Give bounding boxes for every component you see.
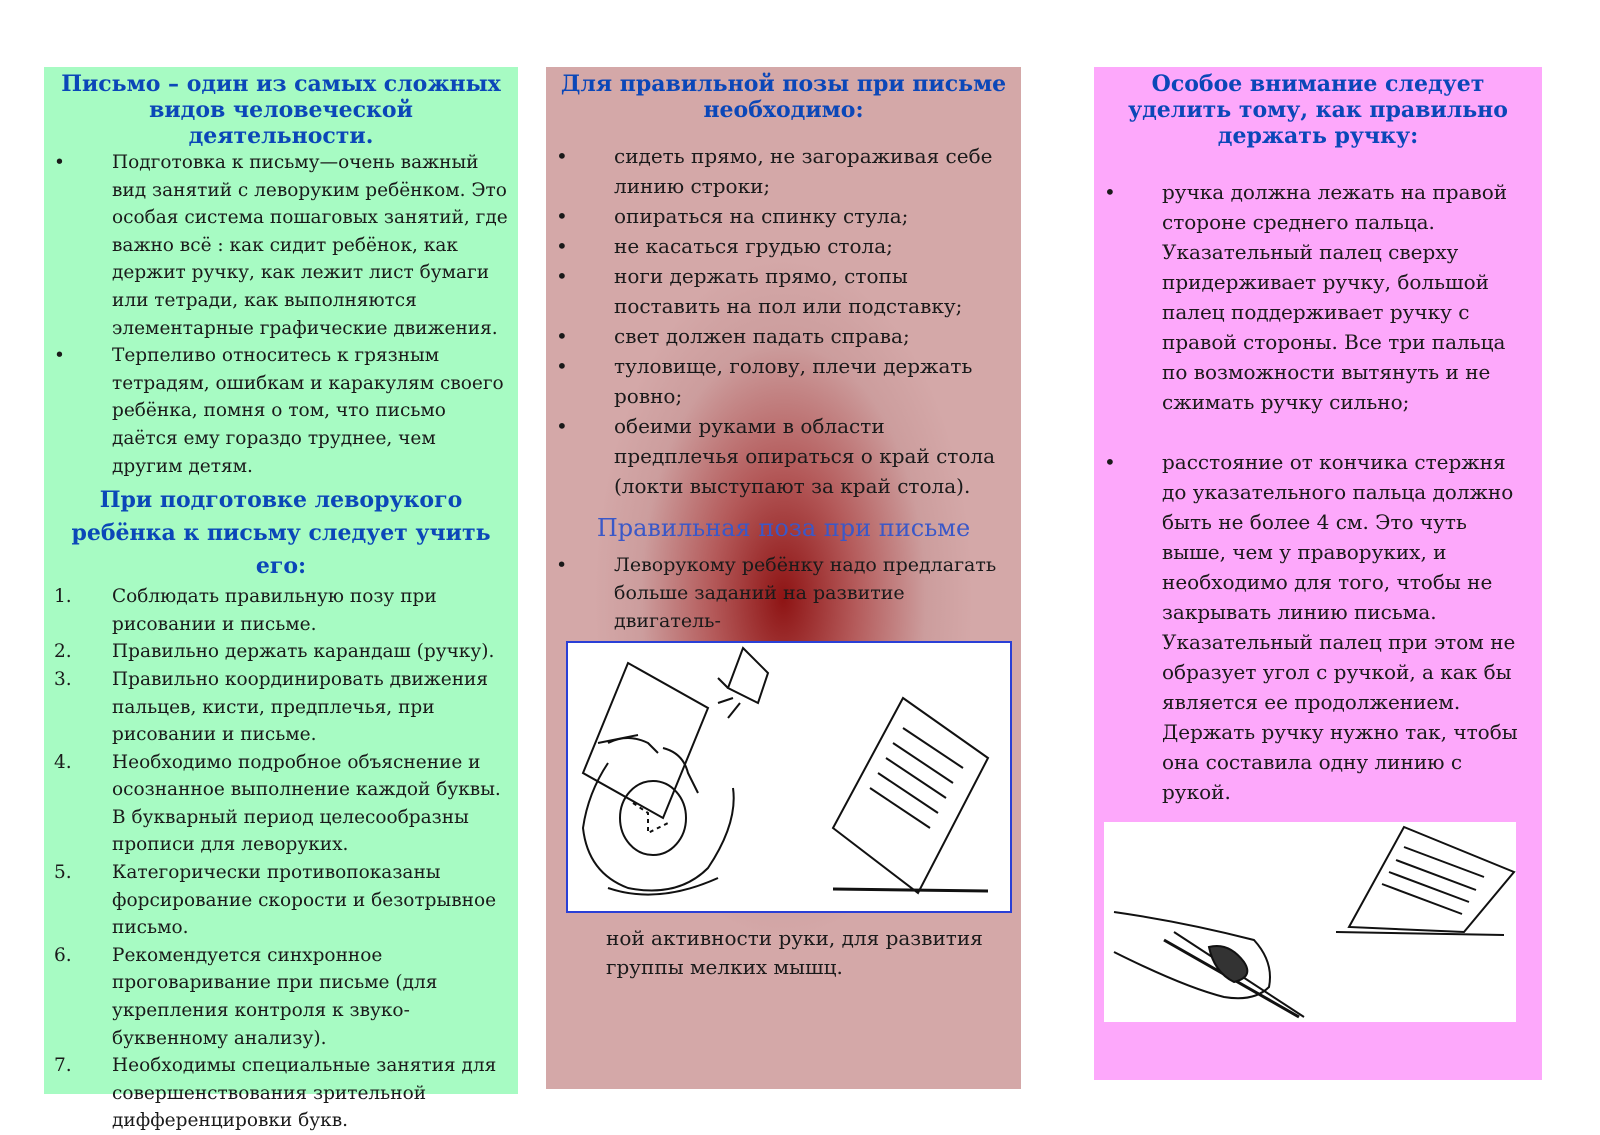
left-bullet-list: [52, 149, 510, 480]
middle-bullet-list: [554, 141, 1013, 501]
list-item: • ноги держать прямо, стопы поставить на пол или подставку;: [554, 261, 1013, 321]
bullet-icon: [556, 261, 568, 291]
bullet-icon: [1104, 177, 1116, 207]
list-item: • не касаться грудью стола;: [554, 231, 1013, 261]
left-subheading: При подготовке леворукого ребёнка к письму следует учить его:: [71, 487, 491, 580]
list-item: 2. Правильно держать карандаш (ручку).: [54, 641, 495, 663]
left-numbered-list: [52, 583, 510, 1135]
list-item: • Терпеливо относитесь к грязным тетрадям, ошибкам и каракулям своего ребёнка, помня о том, что письмо даётся ему гораздо труднее, чем другим детям.: [52, 342, 510, 480]
list-item: • обеими руками в области предплечья опираться о край стола (локти выступают за край стола).: [554, 411, 1013, 501]
bullet-icon: [556, 231, 568, 261]
pencil-grip-picture: [1104, 822, 1516, 1022]
bullet-icon: [1104, 447, 1116, 477]
middle-heading: Для правильной позы при письме необходимо:: [560, 71, 1007, 123]
middle-subheading: Правильная поза при письме: [596, 514, 971, 542]
list-item: • опираться на спинку стула;: [554, 201, 1013, 231]
list-item: • Леворукому ребёнку надо предлагать больше заданий на развитие двигатель-: [554, 551, 1013, 635]
list-item: 3. Правильно координировать движения пальцев, кисти, предплечья, при рисовании и письме.: [54, 668, 489, 746]
hand-holding-pencil-drawing: [1104, 822, 1516, 1022]
list-item: 7. Необходимы специальные занятия для совершенствования зрительной дифференцировки букв.: [54, 1055, 497, 1132]
bullet-icon: [556, 551, 567, 579]
middle-continuation-text: ной активности руки, для развития группы мелких мышц.: [606, 926, 983, 979]
list-item: 6. Рекомендуется синхронное проговаривание при письме (для укрепления контроля к звуко-буквенному анализу).: [54, 944, 438, 1049]
right-heading: Особое внимание следует уделить тому, как правильно держать ручку:: [1128, 71, 1508, 149]
right-bullet-list: [1102, 177, 1534, 807]
bullet-icon: [54, 149, 65, 177]
bullet-icon: [556, 201, 568, 231]
list-item: 1. Соблюдать правильную позу при рисовании и письме.: [54, 586, 437, 635]
left-heading: Письмо – один из самых сложных видов человеческой деятельности.: [61, 71, 501, 149]
list-item: 5. Категорически противопоказаны форсирование скорости и безотрывное письмо.: [54, 862, 497, 939]
left-column: [44, 67, 518, 1132]
middle-bullet-list-2: [554, 551, 1013, 635]
list-item: • туловище, голову, плечи держать ровно;: [554, 351, 1013, 411]
list-item: • сидеть прямо, не загораживая себе линию строки;: [554, 141, 1013, 201]
bullet-icon: [556, 321, 568, 351]
bullet-icon: [54, 342, 65, 370]
list-item: • расстояние от кончика стержня до указательного пальца должно быть не более 4 см. Это чуть выше, чем у праворуких, и необходимо для того, чтобы не закрывать линию письма. Указательный палец при этом не образует угол с ручкой, а как бы является ее продолжением. Держать ручку нужно так, чтобы она составила одну линию с рукой.: [1102, 447, 1534, 807]
bullet-icon: [556, 411, 568, 441]
bullet-icon: [556, 141, 568, 171]
child-writing-posture-drawing: [568, 643, 1010, 911]
list-item: • свет должен падать справа;: [554, 321, 1013, 351]
writing-posture-picture: [566, 641, 1012, 913]
bullet-icon: [556, 351, 568, 381]
list-item: • Подготовка к письму—очень важный вид занятий с леворуким ребёнком. Это особая система пошаговых занятий, где важно всё : как сидит ребёнок, как держит ручку, как лежит лист бумаги или тетради, как выполняются элементарные графические движения.: [52, 149, 510, 342]
list-item: • ручка должна лежать на правой стороне среднего пальца. Указательный палец сверху придерживает ручку, большой палец поддерживает ручку с правой стороны. Все три пальца по возможности вытянуть и не сжимать ручку сильно;: [1102, 177, 1534, 417]
list-item: 4. Необходимо подробное объяснение и осознанное выполнение каждой буквы. В букварный период целесообразны прописи для леворуких.: [54, 751, 501, 856]
